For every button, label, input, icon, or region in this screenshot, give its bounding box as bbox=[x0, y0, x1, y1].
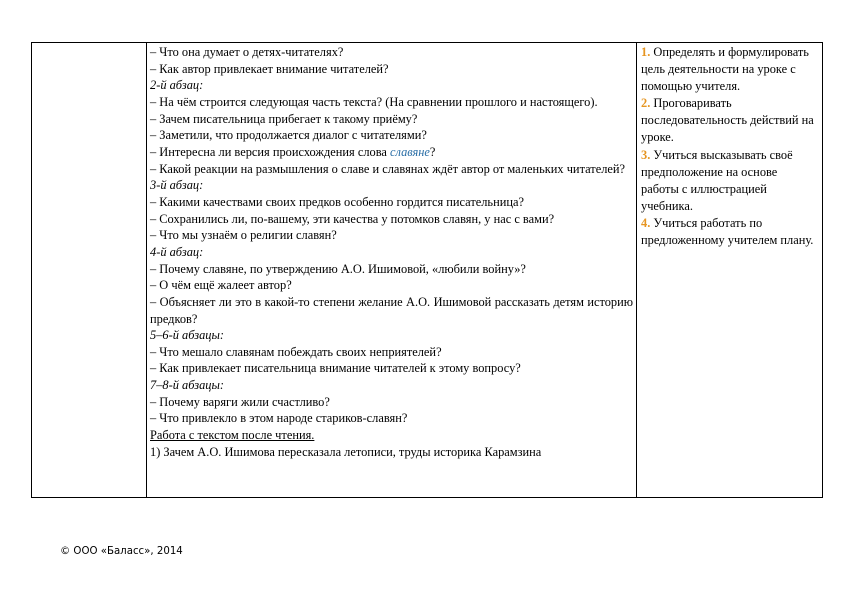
goal-text: Учиться работать по предложенному учителем плану. bbox=[641, 215, 814, 248]
paragraph-heading: 4-й абзац: bbox=[150, 244, 204, 259]
question-line: – Зачем писательница прибегает к такому приёму? bbox=[150, 111, 418, 126]
question-line: – Почему славяне, по утверждению А.О. Ишимовой, «любили войну»? bbox=[150, 261, 526, 276]
copyright-footer: © ООО «Баласс», 2014 bbox=[60, 546, 183, 557]
question-line: 1) Зачем А.О. Ишимова пересказала летописи, труды историка Карамзина bbox=[150, 444, 542, 459]
question-line: – Как привлекает писательница внимание читателей к этому вопросу? bbox=[150, 361, 521, 376]
paragraph-heading: 3-й абзац: bbox=[150, 178, 204, 193]
question-line: – Заметили, что продолжается диалог с читателями? bbox=[150, 128, 427, 143]
question-line: – Объясняет ли это в какой-то степени желание А.О. Ишимовой рассказать детям историю предков? bbox=[150, 294, 633, 326]
goals-cell bbox=[637, 43, 823, 498]
question-line: – Что мы узнаём о религии славян? bbox=[150, 228, 337, 243]
goal-item bbox=[641, 44, 818, 95]
lesson-text bbox=[147, 43, 636, 460]
lesson-content-cell bbox=[147, 43, 637, 498]
stage-cell bbox=[32, 43, 147, 498]
question-line: – Какой реакции на размышления о славе и славянах ждёт автор от маленьких читателей? bbox=[150, 161, 626, 176]
goal-text: Определять и формулировать цель деятельности на уроке с помощью учителя. bbox=[641, 45, 809, 94]
table-row bbox=[32, 43, 823, 498]
question-line: – Что мешало славянам побеждать своих неприятелей? bbox=[150, 344, 442, 359]
question-line: – Что привлекло в этом народе стариков-славян? bbox=[150, 411, 408, 426]
question-line: – Интересна ли версия происхождения слова славяне? bbox=[150, 144, 436, 159]
paragraph-heading: 5–6-й абзацы: bbox=[150, 328, 225, 343]
goal-number: 1. bbox=[641, 45, 651, 59]
question-line: – Как автор привлекает внимание читателей? bbox=[150, 61, 389, 76]
goal-item bbox=[641, 147, 818, 215]
goals-list bbox=[637, 43, 822, 249]
question-line: – Какими качествами своих предков особенно гордится писательница? bbox=[150, 194, 524, 209]
lesson-table bbox=[31, 42, 823, 498]
paragraph-heading: 7–8-й абзацы: bbox=[150, 378, 225, 393]
goal-number: 4. bbox=[641, 215, 651, 230]
goal-item bbox=[641, 95, 818, 146]
question-line: – Почему варяги жили счастливо? bbox=[150, 394, 330, 409]
goal-text: Проговаривать последовательность действий на уроке. bbox=[641, 96, 814, 145]
question-line: – На чём строится следующая часть текста? (На сравнении прошлого и настоящего). bbox=[150, 94, 598, 109]
goal-text: Учиться высказывать своё предположение на основе работы с иллюстрацией учебника. bbox=[641, 147, 793, 213]
question-line: – О чём ещё жалеет автор? bbox=[150, 278, 292, 293]
highlighted-term: славяне bbox=[390, 144, 430, 159]
question-line: – Сохранились ли, по-вашему, эти качества у потомков славян, у нас с вами? bbox=[150, 211, 555, 226]
paragraph-heading: 2-й абзац: bbox=[150, 78, 204, 93]
goal-number: 3. bbox=[641, 147, 651, 162]
question-line: – Что она думает о детях-читателях? bbox=[150, 45, 344, 59]
goal-item bbox=[641, 215, 818, 249]
goal-number: 2. bbox=[641, 96, 651, 111]
section-heading: Работа с текстом после чтения. bbox=[150, 428, 315, 443]
